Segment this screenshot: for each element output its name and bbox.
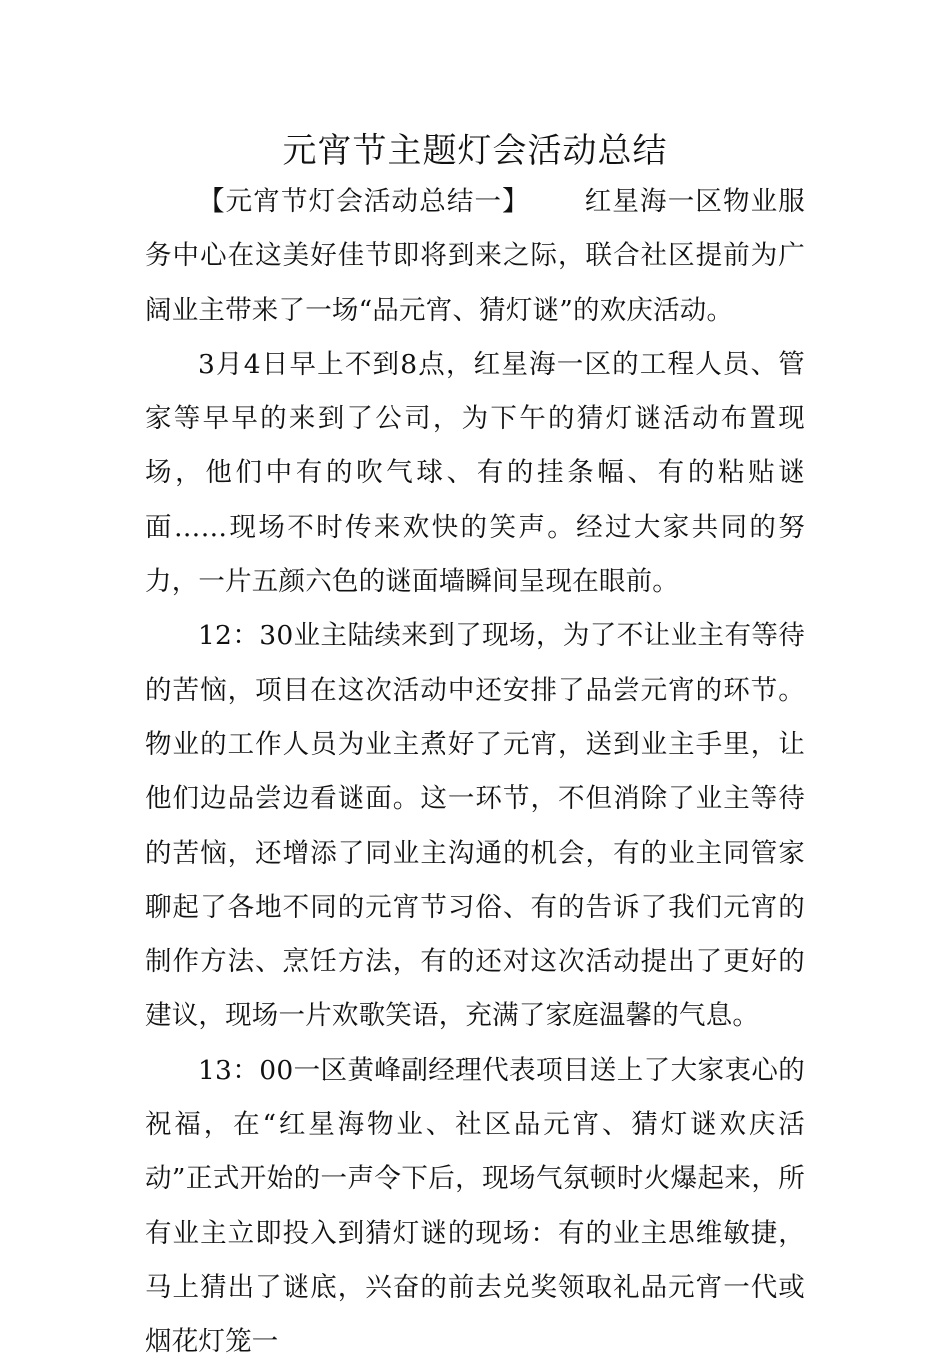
section-heading: 【元宵节灯会活动总结一】 bbox=[198, 186, 530, 217]
document-body bbox=[145, 175, 805, 1370]
paragraph-arrival: 12：30业主陆续来到了现场，为了不让业主有等待的苦恼，项目在这次活动中还安排了品尝元宵的环节。物业的工作人员为业主煮好了元宵，送到业主手里，让他们边品尝边看谜面。这一环节，不但消除了业主等待的苦恼，还增添了同业主沟通的机会，有的业主同管家聊起了各地不同的元宵节习俗、有的告诉了我们元宵的制作方法、烹饪方法，有的还对这次活动提出了更好的建议，现场一片欢歌笑语，充满了家庭温馨的气息。 bbox=[145, 620, 805, 1032]
paragraph-preparation: 3月4日早上不到8点，红星海一区的工程人员、管家等早早的来到了公司，为下午的猜灯谜活动布置现场，他们中有的吹气球、有的挂条幅、有的粘贴谜面……现场不时传来欢快的笑声。经过大家共同的努力，一片五颜六色的谜面墙瞬间呈现在眼前。 bbox=[145, 348, 805, 598]
paragraph-intro bbox=[145, 175, 805, 338]
document-title: 元宵节主题灯会活动总结 bbox=[282, 131, 668, 171]
paragraph-text: 红星海一区物业服务中心在这美好佳节即将到来之际，联合社区提前为广阔业主带来了一场“品元宵、猜灯谜”的欢庆活动。 bbox=[145, 186, 805, 326]
paragraph-start: 13：00一区黄峰副经理代表项目送上了大家衷心的祝福，在“红星海物业、社区品元宵、猜灯谜欢庆活动”正式开始的一声令下后，现场气氛顿时火爆起来，所有业主立即投入到猜灯谜的现场：有的业主思维敏捷，马上猜出了谜底，兴奋的前去兑奖领取礼品元宵一代或烟花灯笼一 bbox=[145, 1054, 805, 1358]
